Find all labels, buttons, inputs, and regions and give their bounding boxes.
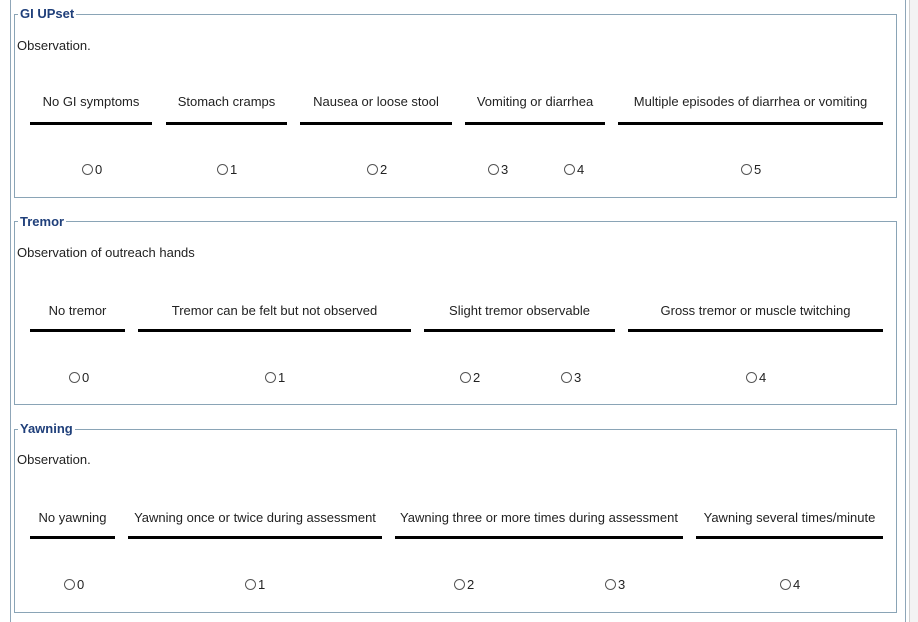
section-description: Observation. — [17, 452, 91, 467]
radio-button[interactable] — [82, 164, 93, 175]
section-legend: Tremor — [20, 214, 65, 229]
radio-button[interactable] — [488, 164, 499, 175]
section-gi-upset — [14, 6, 897, 198]
radio-option-5[interactable] — [741, 162, 761, 177]
radio-option-2[interactable] — [367, 162, 387, 177]
column-label: Nausea or loose stool — [313, 94, 439, 109]
radio-button[interactable] — [245, 579, 256, 590]
radio-option-0[interactable] — [82, 162, 102, 177]
radio-button[interactable] — [367, 164, 378, 175]
radio-label: 1 — [258, 577, 266, 592]
radio-button[interactable] — [564, 164, 575, 175]
section-description: Observation. — [17, 38, 91, 53]
radio-option-3[interactable] — [561, 370, 581, 385]
column-label: Slight tremor observable — [449, 303, 590, 318]
radio-button[interactable] — [741, 164, 752, 175]
scrollbar[interactable] — [909, 0, 918, 622]
column-underline — [30, 122, 152, 125]
column-label: Vomiting or diarrhea — [476, 94, 594, 109]
column-underline — [300, 122, 452, 125]
section-tremor — [14, 214, 897, 405]
radio-button[interactable] — [746, 372, 757, 383]
column-label: No GI symptoms — [42, 94, 140, 109]
column-label: Yawning once or twice during assessment — [134, 510, 376, 525]
section-legend: Yawning — [20, 421, 73, 436]
column-label: Stomach cramps — [177, 94, 276, 109]
radio-option-3[interactable] — [605, 577, 625, 592]
column-underline — [395, 536, 683, 539]
radio-option-2[interactable] — [454, 577, 474, 592]
column-underline — [696, 536, 883, 539]
radio-option-1[interactable] — [265, 370, 285, 385]
radio-label: 0 — [77, 577, 85, 592]
radio-label: 2 — [380, 162, 388, 177]
radio-option-1[interactable] — [217, 162, 237, 177]
column-underline — [30, 329, 125, 332]
radio-button[interactable] — [561, 372, 572, 383]
radio-option-4[interactable] — [780, 577, 800, 592]
radio-label: 0 — [95, 162, 103, 177]
column-label: No yawning — [38, 510, 107, 525]
radio-label: 5 — [754, 162, 762, 177]
column-underline — [618, 122, 883, 125]
radio-label: 2 — [467, 577, 475, 592]
radio-label: 4 — [793, 577, 801, 592]
radio-label: 2 — [473, 370, 481, 385]
column-label: Tremor can be felt but not observed — [171, 303, 378, 318]
radio-option-3[interactable] — [488, 162, 508, 177]
radio-label: 3 — [501, 162, 509, 177]
radio-button[interactable] — [460, 372, 471, 383]
radio-button[interactable] — [780, 579, 791, 590]
column-label: No tremor — [48, 303, 107, 318]
radio-option-2[interactable] — [460, 370, 480, 385]
radio-button[interactable] — [69, 372, 80, 383]
radio-label: 1 — [278, 370, 286, 385]
column-underline — [138, 329, 411, 332]
radio-button[interactable] — [217, 164, 228, 175]
radio-button[interactable] — [454, 579, 465, 590]
column-underline — [166, 122, 287, 125]
radio-label: 4 — [577, 162, 585, 177]
radio-label: 3 — [618, 577, 626, 592]
column-underline — [465, 122, 605, 125]
radio-option-4[interactable] — [746, 370, 766, 385]
column-underline — [30, 536, 115, 539]
radio-button[interactable] — [605, 579, 616, 590]
radio-label: 3 — [574, 370, 582, 385]
section-legend: GI UPset — [20, 6, 75, 21]
column-label: Multiple episodes of diarrhea or vomiting — [633, 94, 868, 109]
column-underline — [128, 536, 382, 539]
radio-option-1[interactable] — [245, 577, 265, 592]
column-underline — [628, 329, 883, 332]
radio-label: 0 — [82, 370, 90, 385]
radio-label: 4 — [759, 370, 767, 385]
section-description: Observation of outreach hands — [17, 245, 195, 260]
radio-button[interactable] — [64, 579, 75, 590]
column-label: Gross tremor or muscle twitching — [660, 303, 851, 318]
column-underline — [424, 329, 615, 332]
column-label: Yawning three or more times during assessment — [400, 510, 678, 525]
column-label: Yawning several times/minute — [703, 510, 876, 525]
section-yawning — [14, 421, 897, 613]
radio-option-0[interactable] — [64, 577, 84, 592]
radio-option-4[interactable] — [564, 162, 584, 177]
radio-label: 1 — [230, 162, 238, 177]
radio-button[interactable] — [265, 372, 276, 383]
radio-option-0[interactable] — [69, 370, 89, 385]
